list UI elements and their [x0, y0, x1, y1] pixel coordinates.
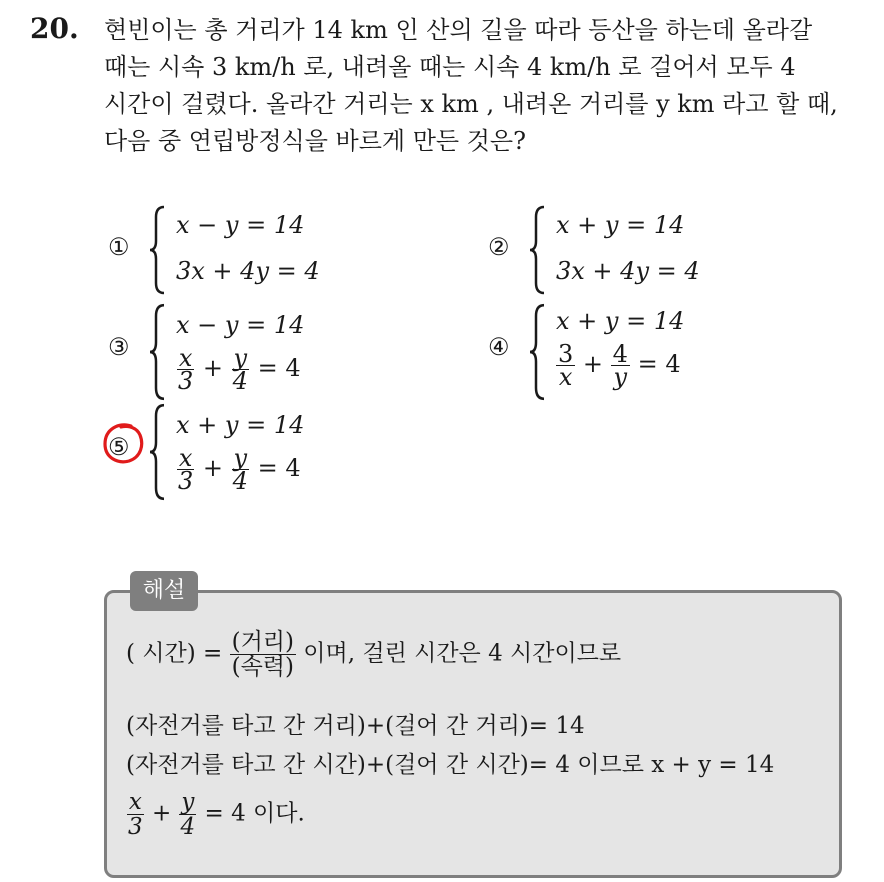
left-brace-icon — [148, 205, 168, 295]
operator: + — [202, 354, 224, 382]
operator: + — [582, 350, 604, 378]
option-4-marker: ④ — [488, 333, 510, 361]
question-number: 20. — [30, 12, 79, 45]
option-2[interactable] — [488, 205, 788, 295]
option-4-eq-1: x + y = 14 — [556, 307, 685, 335]
denominator: 4 — [232, 467, 248, 495]
operator: + — [202, 454, 224, 482]
fraction — [231, 444, 250, 495]
solution-line-3: (자전거를 타고 간 시간)+(걸어 간 시간)= 4 이므로 x + y = 14 — [126, 752, 775, 778]
option-1-eq-1: x − y = 14 — [176, 211, 305, 239]
option-2-eq-2: 3x + 4y = 4 — [556, 257, 700, 285]
left-brace-icon — [528, 205, 548, 295]
denominator: x — [558, 363, 573, 391]
left-brace-icon — [148, 303, 168, 401]
question-text — [104, 12, 874, 160]
fraction — [556, 340, 575, 391]
denominator: 3 — [178, 367, 194, 395]
fraction — [230, 630, 296, 679]
answer-circle-icon — [101, 421, 147, 467]
question-line-4: 다음 중 연립방정식을 바르게 만든 것은? — [104, 127, 526, 155]
numerator: x — [128, 789, 142, 815]
numerator: (거리) — [231, 629, 294, 655]
option-1-eq-2: 3x + 4y = 4 — [176, 257, 320, 285]
question-line-3: 시간이 걸렸다. 올라간 거리는 x km , 내려온 거리를 y km 라고 할 때, — [104, 90, 838, 118]
option-1-marker: ① — [108, 233, 130, 261]
left-brace-icon — [528, 303, 548, 401]
question-line-1: 현빈이는 총 거리가 14 km 인 산의 길을 따라 등산을 하는데 올라갈 — [104, 16, 813, 44]
fraction — [176, 444, 195, 495]
solution-line-2: (자전거를 타고 간 거리)+(걸어 간 거리)= 14 — [126, 713, 585, 739]
option-5-marker: ⑤ — [108, 433, 130, 461]
numerator: x — [178, 444, 193, 472]
denominator: 3 — [128, 814, 143, 840]
denominator: 4 — [180, 814, 196, 840]
solution-line-1-prefix: ( 시간) = — [126, 640, 223, 667]
fraction — [179, 790, 198, 839]
question-line-2: 때는 시속 3 km/h 로, 내려올 때는 시속 4 km/h 로 걸어서 모두 4 — [104, 53, 796, 81]
option-3-marker: ③ — [108, 333, 130, 361]
left-brace-icon — [148, 403, 168, 501]
denominator: 3 — [178, 467, 194, 495]
numerator: y — [181, 789, 195, 815]
solution-line-4 — [126, 790, 305, 839]
fraction — [176, 344, 195, 395]
numerator: y — [233, 444, 248, 472]
option-2-eq-1: x + y = 14 — [556, 211, 685, 239]
solution-line-1-suffix: 이며, 걸린 시간은 4 시간이므로 — [303, 640, 622, 667]
fraction — [611, 340, 630, 391]
solution-line-1 — [126, 630, 621, 679]
right-hand-side: = 4 — [257, 454, 301, 482]
solution-line-4-suffix: = 4 이다. — [204, 800, 305, 827]
denominator: (속력) — [231, 654, 294, 680]
option-1[interactable] — [108, 205, 408, 295]
option-3[interactable] — [108, 303, 408, 401]
option-4[interactable] — [488, 303, 788, 401]
option-5[interactable] — [108, 403, 408, 501]
fraction — [126, 790, 145, 839]
numerator: y — [233, 344, 248, 372]
operator: + — [151, 800, 172, 827]
option-3-eq-2 — [176, 344, 301, 395]
denominator: y — [613, 363, 628, 391]
fraction — [231, 344, 250, 395]
option-5-eq-2 — [176, 444, 301, 495]
numerator: 4 — [612, 340, 628, 368]
option-2-marker: ② — [488, 233, 510, 261]
right-hand-side: = 4 — [257, 354, 301, 382]
option-5-eq-1: x + y = 14 — [176, 411, 305, 439]
numerator: x — [178, 344, 193, 372]
denominator: 4 — [232, 367, 248, 395]
option-3-eq-1: x − y = 14 — [176, 311, 305, 339]
right-hand-side: = 4 — [637, 350, 681, 378]
solution-tag: 해설 — [130, 571, 198, 611]
option-4-eq-2 — [556, 340, 681, 391]
numerator: 3 — [558, 340, 574, 368]
